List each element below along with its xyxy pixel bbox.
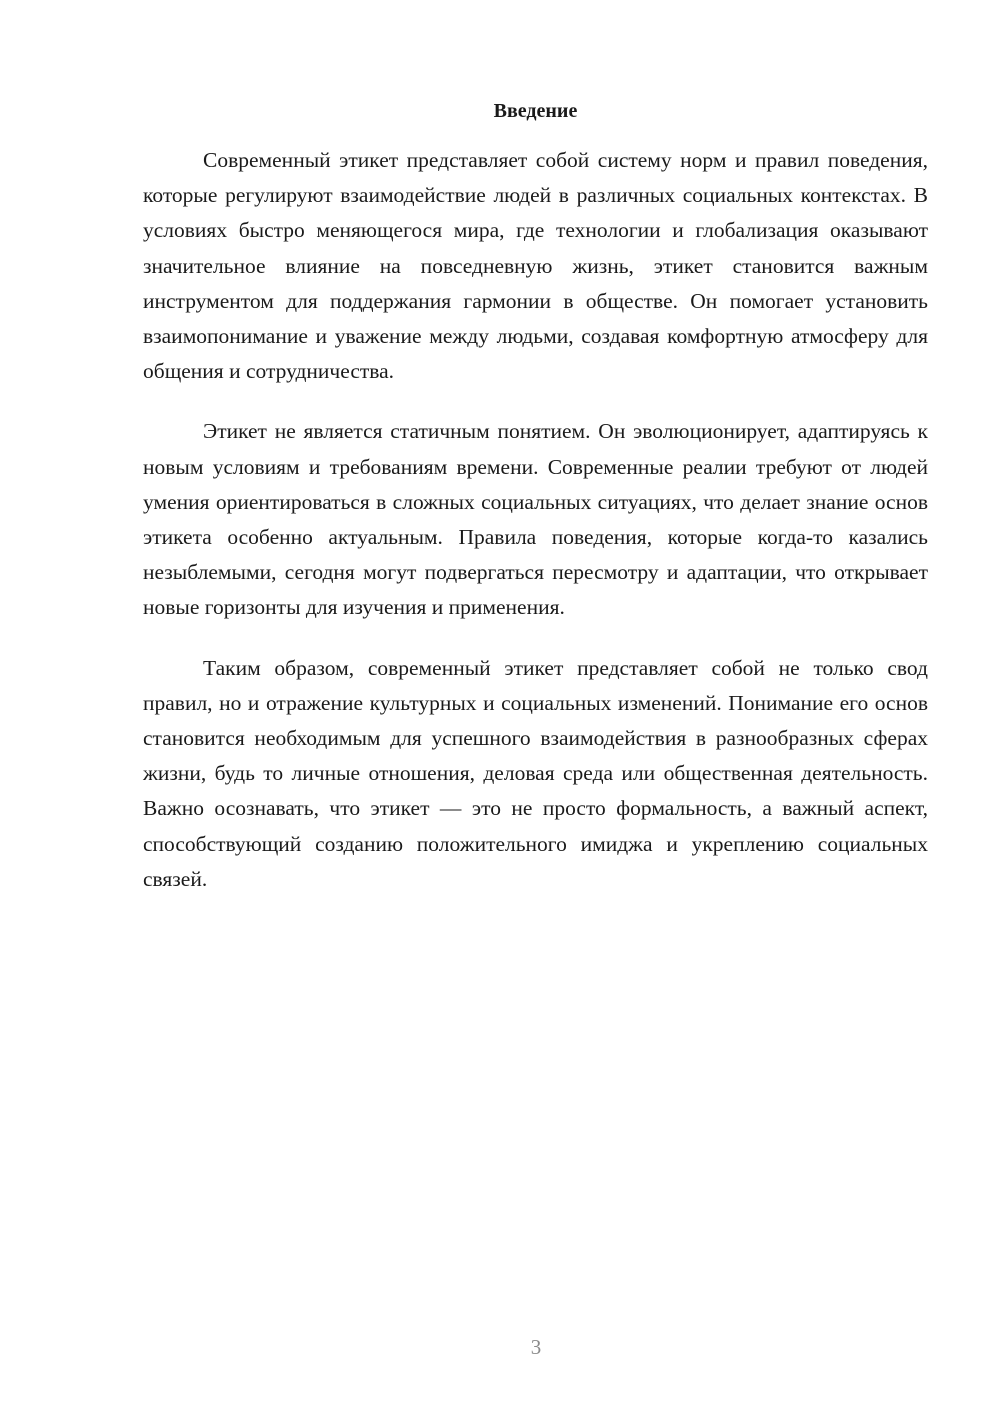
page-number: 3 (530, 1335, 542, 1359)
paragraph-2: Этикет не является статичным понятием. Он эволюционирует, адаптируясь к новым условиям и требованиям времени. Современные реалии требуют от людей умения ориентироваться в сложных социальных ситуациях, что делает знание основ этикета особенно актуальным. Правила поведения, которые когда-то казались незыблемыми, сегодня могут подвергаться пересмотру и адаптации, что открывает новые горизонты для изучения и применения. (143, 419, 928, 620)
body-text (143, 143, 928, 922)
paragraph-1: Современный этикет представляет собой систему норм и правил поведения, которые регулируют взаимодействие людей в различных социальных контекстах. В условиях быстро меняющегося мира, где технологии и глобализация оказывают значительное влияние на повседневную жизнь, этикет становится важным инструментом для поддержания гармонии в обществе. Он помогает установить взаимопонимание и уважение между людьми, создавая комфортную атмосферу для общения и сотрудничества. (143, 148, 928, 384)
paragraph-3: Таким образом, современный этикет представляет собой не только свод правил, но и отражение культурных и социальных изменений. Понимание его основ становится необходимым для успешного взаимодействия в разнообразных сферах жизни, будь то личные отношения, деловая среда или общественная деятельность. Важно осознавать, что этикет — это не просто формальность, а важный аспект, способствующий созданию положительного имиджа и укреплению социальных связей. (143, 655, 928, 891)
section-heading: Введение (493, 100, 578, 122)
